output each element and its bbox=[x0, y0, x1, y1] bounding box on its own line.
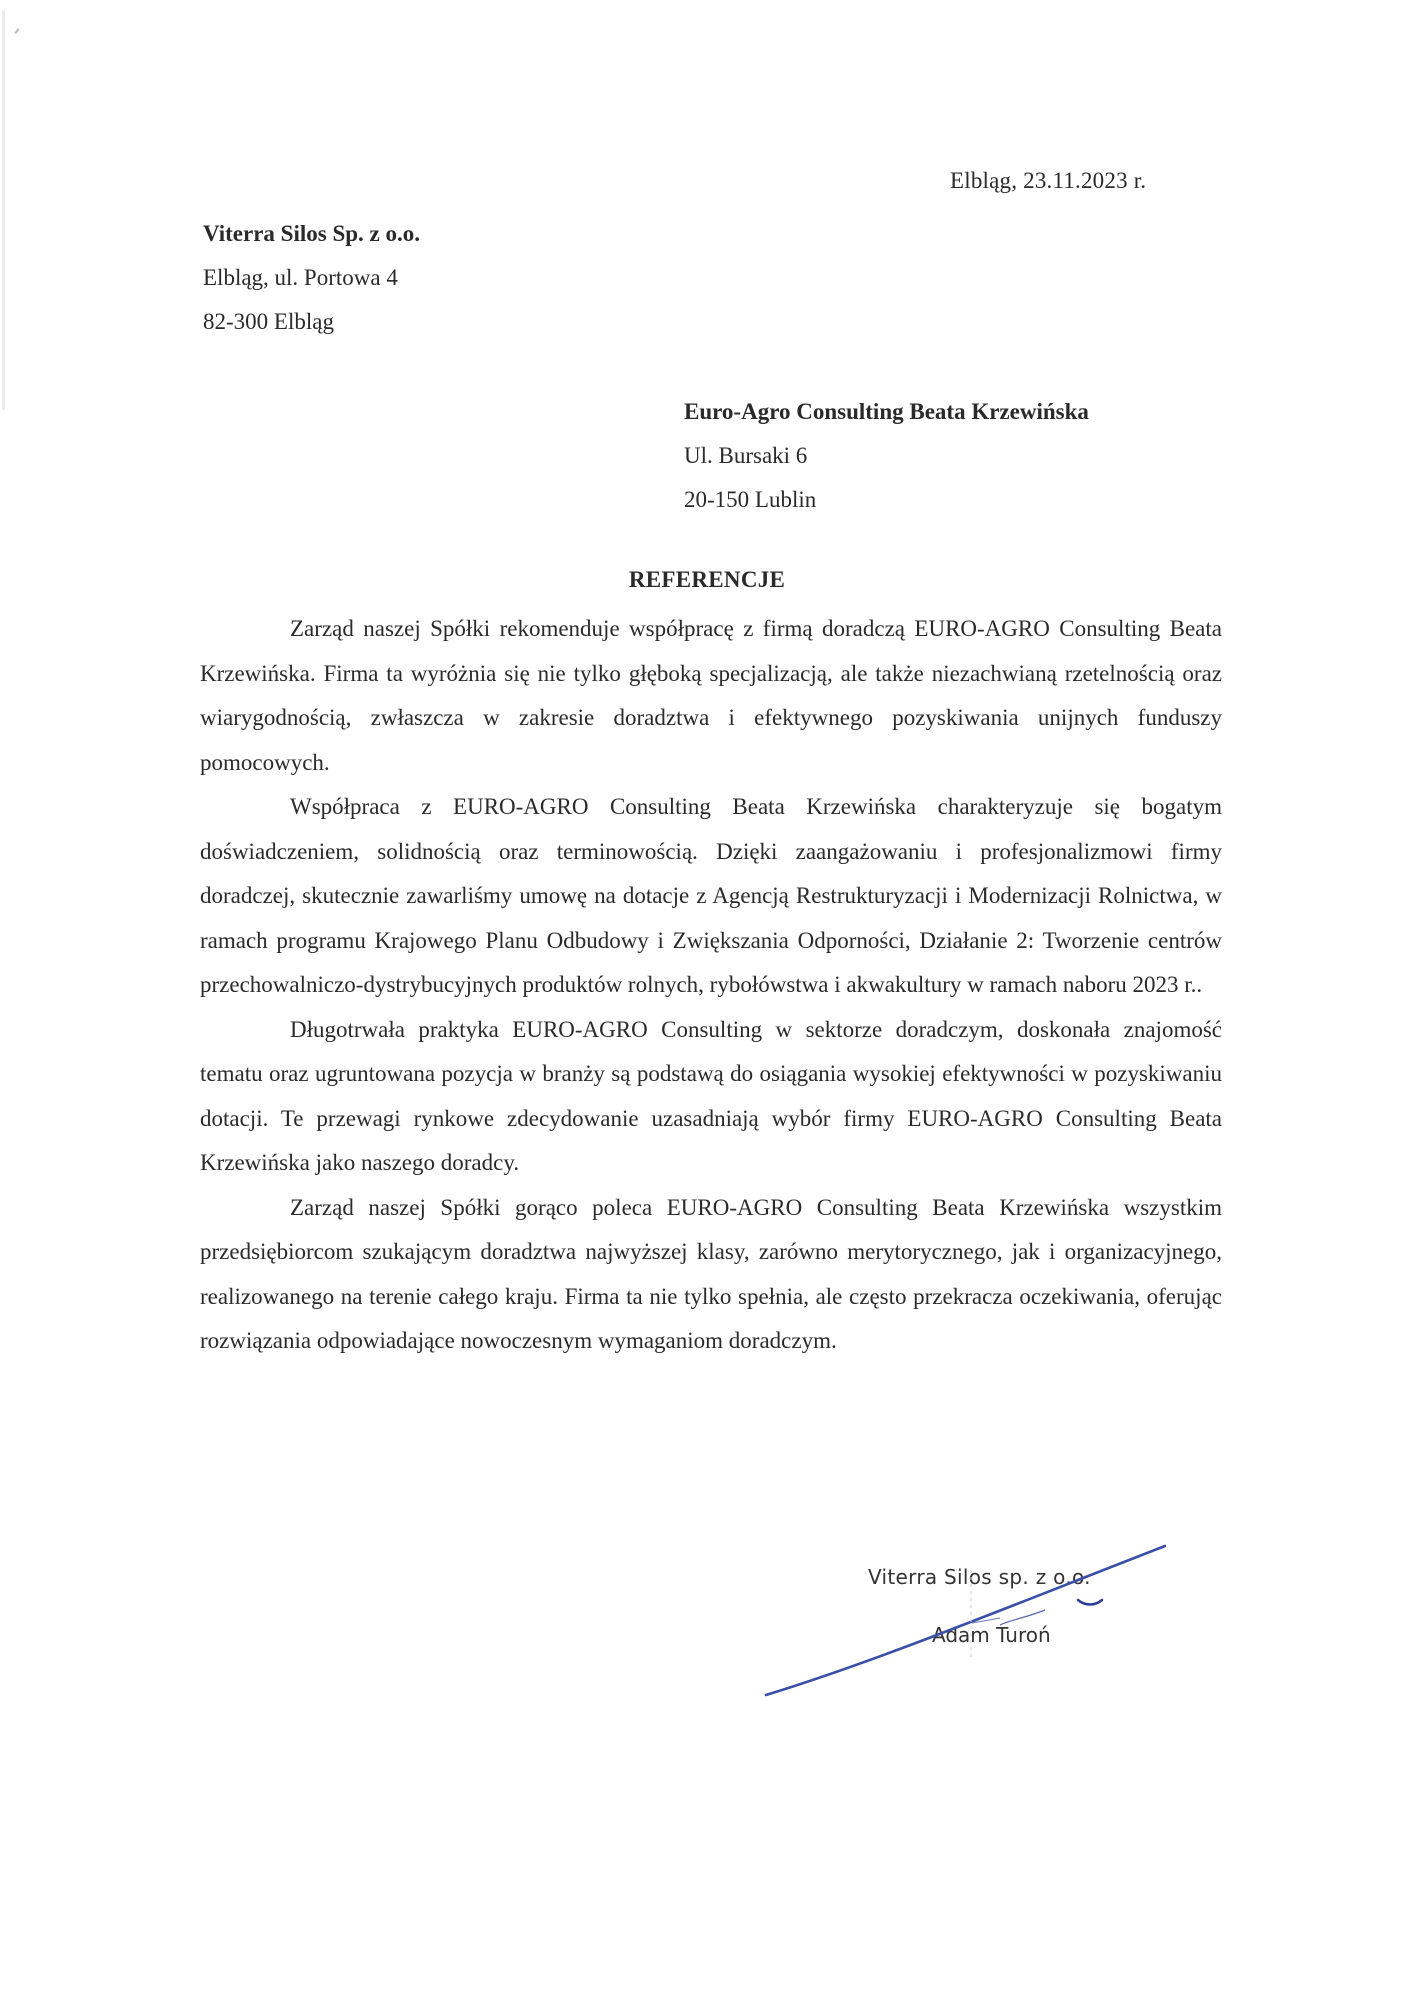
body-paragraph-2: Współpraca z EURO-AGRO Consulting Beata Krzewińska charakteryzuje się bogatym doświadczeniem, solidnością oraz terminowością. Dzięki zaangażowaniu i profesjonalizmowi firmy doradczej, skutecznie zawarliśmy umowę na dotacje z Agencją Restrukturyzacji i Modernizacji Rolnictwa, w ramach programu Krajowego Planu Odbudowy i Zwiększania Odporności, Działanie 2: Tworzenie centrów przechowalniczo-dystrybucyjnych produktów rolnych, rybołówstwa i akwakultury w ramach naboru 2023 r.. bbox=[200, 794, 1222, 997]
sender-name: Viterra Silos Sp. z o.o. bbox=[203, 221, 420, 246]
sender-block bbox=[203, 212, 420, 344]
recipient-postal: 20-150 Lublin bbox=[684, 487, 817, 512]
letter-date: Elbląg, 23.11.2023 r. bbox=[950, 168, 1147, 193]
sender-address: Elbląg, ul. Portowa 4 bbox=[203, 265, 398, 290]
body-paragraph-1: Zarząd naszej Spółki rekomenduje współpracę z firmą doradczą EURO-AGRO Consulting Beata Krzewińska. Firma ta wyróżnia się nie tylko głęboką specjalizacją, ale także niezachwianą rzetelnością oraz wiarygodnością, zwłaszcza w zakresie doradztwa i efektywnego pozyskiwania unijnych funduszy pomocowych. bbox=[200, 616, 1222, 775]
body-paragraph-4: Zarząd naszej Spółki gorąco poleca EURO-AGRO Consulting Beata Krzewińska wszystkim przedsiębiorcom szukającym doradztwa najwyższej klasy, zarówno merytorycznego, jak i organizacyjnego, realizowanego na terenie całego kraju. Firma ta nie tylko spełnia, ale często przekracza oczekiwania, oferując rozwiązania odpowiadające nowoczesnym wymaganiom doradczym. bbox=[200, 1194, 1222, 1353]
body-paragraph-3: Długotrwała praktyka EURO-AGRO Consulting w sektorze doradczym, doskonała znajomość tematu oraz ugruntowana pozycja w branży są podstawą do osiągania wysokiej efektywności w pozyskiwaniu dotacji. Te przewagi rynkowe zdecydowanie uzasadniają wybór firmy EURO-AGRO Consulting Beata Krzewińska jako naszego doradcy. bbox=[200, 1016, 1222, 1175]
recipient-name: Euro-Agro Consulting Beata Krzewińska bbox=[684, 399, 1089, 424]
sender-postal: 82-300 Elbląg bbox=[203, 309, 334, 334]
scan-speck bbox=[14, 28, 19, 34]
recipient-address: Ul. Bursaki 6 bbox=[684, 443, 808, 468]
scan-edge-shadow bbox=[2, 10, 5, 410]
document-title: REFERENCJE bbox=[628, 567, 786, 592]
company-stamp: Viterra Silos sp. z o.o. bbox=[868, 1565, 1091, 1589]
letter-body bbox=[200, 607, 1222, 1364]
signatory-stamp: Adam Turoń bbox=[932, 1623, 1051, 1647]
recipient-block bbox=[684, 390, 1089, 522]
